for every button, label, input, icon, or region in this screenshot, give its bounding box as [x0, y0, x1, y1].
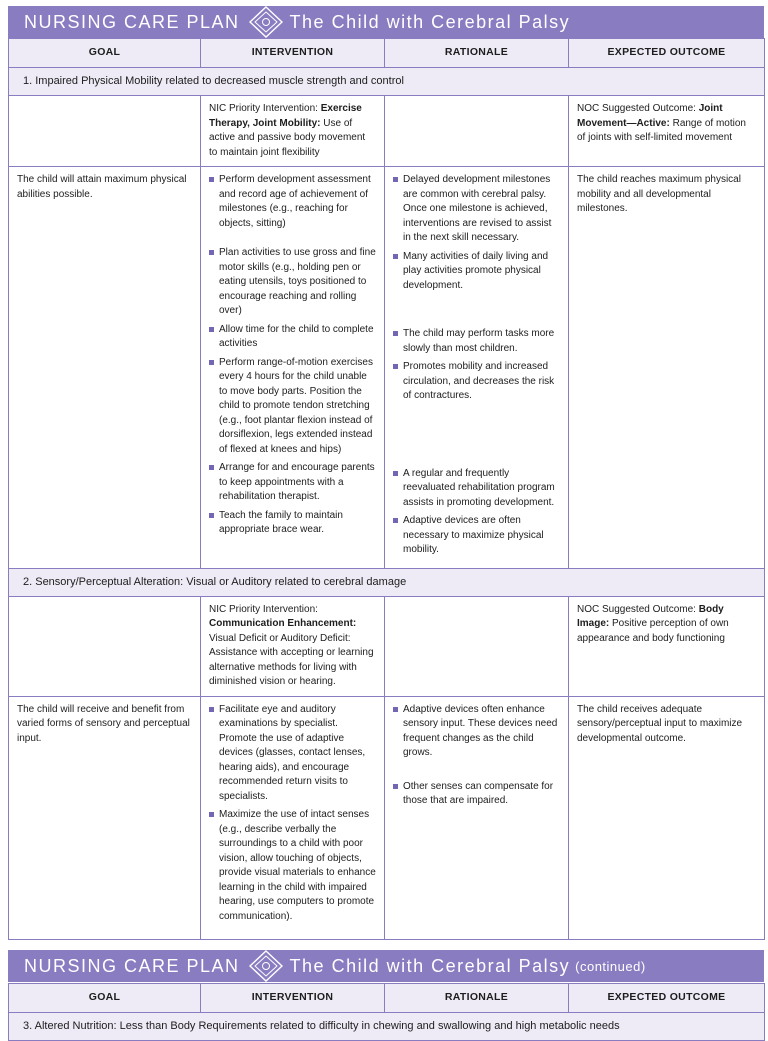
list-item — [393, 514, 560, 558]
bullet-icon — [393, 707, 398, 712]
column-header-row — [9, 39, 765, 68]
intervention-text: Arrange for and encourage parents to keep appointments with a rehabilitation therapist. — [219, 462, 375, 502]
list-item — [209, 461, 376, 505]
title-left: NURSING CARE PLAN — [24, 11, 240, 32]
rationale-text: Adaptive devices often enhance sensory input. These devices need frequent changes as the child grows. — [403, 703, 558, 758]
outcome-cell: The child receives adequate sensory/perceptual input to maximize developmental outcome. — [569, 696, 765, 939]
page-title-band — [8, 6, 764, 38]
nic-cell — [201, 96, 385, 167]
nic-prefix: NIC Priority Intervention: — [209, 103, 321, 114]
intervention-text: Plan activities to use gross and fine motor skills (e.g., holding pen or eating utensils, toys positioned to encourage reaching and rolling over) — [219, 247, 376, 316]
column-header: GOAL — [9, 39, 201, 68]
empty-cell — [9, 96, 201, 167]
intervention-text: Facilitate eye and auditory examinations by specialist. Promote the use of adaptive devices (glasses, contact lenses, hearing aids), and encourage recommended return visits to specialists. — [219, 703, 366, 802]
noc-description: Range of motion of joints with self-limited movement — [577, 117, 746, 143]
rationale-text: Other senses can compensate for those that are impaired. — [403, 780, 554, 806]
section-heading: 3. Altered Nutrition: Less than Body Requirements related to difficulty in chewing and swallowing and high metabolic needs — [9, 1013, 765, 1041]
list-item — [209, 356, 376, 458]
list-item — [393, 467, 560, 511]
goal-cell: The child will receive and benefit from varied forms of sensory and perceptual input. — [9, 696, 201, 939]
rationale-cell — [385, 696, 569, 939]
bullet-icon — [393, 331, 398, 336]
empty-cell — [9, 596, 201, 696]
list-item — [209, 703, 376, 805]
bullet-icon — [209, 177, 214, 182]
list-item — [209, 246, 376, 319]
list-item — [209, 173, 376, 231]
nic-cell — [201, 596, 385, 696]
plan-row — [9, 167, 765, 569]
page-title-band-continued — [8, 950, 764, 982]
section-heading: 2. Sensory/Perceptual Alteration: Visual or Auditory related to cerebral damage — [9, 568, 765, 596]
intervention-text: Maximize the use of intact senses (e.g., describe verbally the surroundings to a child with poor vision, allow touching of objects, provide visual materials to enhance learning in the child with impaired hearing, use computers to promote communication). — [219, 809, 376, 922]
section-heading: 1. Impaired Physical Mobility related to decreased muscle strength and control — [9, 68, 765, 96]
diamond-ornament-icon — [248, 6, 284, 38]
column-header: INTERVENTION — [201, 39, 385, 68]
list-item — [393, 360, 560, 404]
list-item — [209, 509, 376, 538]
intervention-cell — [201, 167, 385, 569]
rationale-text: A regular and frequently reevaluated rehabilitation program assists in promoting development. — [403, 467, 555, 508]
noc-prefix: NOC Suggested Outcome: — [577, 603, 699, 615]
noc-title: Joint Movement—Active: — [577, 103, 723, 129]
empty-cell — [385, 96, 569, 167]
bullet-icon — [209, 465, 214, 470]
diamond-ornament-icon — [248, 950, 284, 982]
bullet-icon — [393, 784, 398, 789]
list-item — [393, 327, 560, 356]
title-left: NURSING CARE PLAN — [24, 955, 240, 976]
continued-label: (continued) — [575, 958, 646, 974]
intervention-text: Perform development assessment and record age of achievement of milestones (e.g., reaching for objects, sitting) — [219, 174, 371, 229]
intervention-cell — [201, 696, 385, 939]
noc-description: Positive perception of own appearance and body functioning — [577, 618, 729, 644]
bullet-icon — [209, 513, 214, 518]
bullet-icon — [209, 250, 214, 255]
column-header: RATIONALE — [385, 39, 569, 68]
column-header: GOAL — [9, 984, 201, 1013]
bullet-icon — [393, 471, 398, 476]
nic-prefix: NIC Priority Intervention: — [209, 603, 318, 615]
rationale-text: Adaptive devices are often necessary to maximize physical mobility. — [403, 515, 544, 555]
care-plan-table — [8, 38, 765, 940]
bullet-icon — [209, 707, 214, 712]
title-right: The Child with Cerebral Palsy — [289, 955, 571, 976]
empty-cell — [385, 596, 569, 696]
rationale-text: The child may perform tasks more slowly than most children. — [403, 328, 555, 354]
bullet-icon — [393, 254, 398, 259]
list-item — [393, 173, 560, 246]
noc-cell — [569, 96, 765, 167]
column-header: INTERVENTION — [201, 984, 385, 1013]
rationale-text: Delayed development milestones are common with cerebral palsy. Once one milestone is achieved, interventions are revised to assist in the next skill necessary. — [403, 174, 552, 243]
list-item — [209, 323, 376, 352]
bullet-icon — [393, 518, 398, 523]
intervention-text: Teach the family to maintain appropriate brace wear. — [219, 509, 343, 535]
outcome-cell: The child reaches maximum physical mobility and all developmental milestones. — [569, 167, 765, 569]
noc-title: Body Image: — [577, 603, 724, 629]
nic-title: Communication Enhancement: — [209, 618, 357, 629]
column-header: EXPECTED OUTCOME — [569, 39, 765, 68]
bullet-icon — [209, 812, 214, 817]
column-header-row — [9, 984, 765, 1013]
section-heading-row — [9, 68, 765, 96]
list-item — [209, 808, 376, 924]
section-heading-row — [9, 1013, 765, 1041]
bullet-icon — [393, 177, 398, 182]
intervention-text: Perform range-of-motion exercises every 4 hours for the child unable to move body parts. Position the child to promote tendon stretching (e.g., foot plantar flexion instead of dorsiflexion, legs extended instead of flexed at knees and hips) — [219, 356, 373, 455]
bullet-icon — [393, 364, 398, 369]
nic-title: Exercise Therapy, Joint Mobility: — [209, 103, 362, 129]
list-item — [393, 780, 560, 809]
nic-noc-row — [9, 596, 765, 696]
rationale-cell — [385, 167, 569, 569]
bullet-icon — [209, 327, 214, 332]
care-plan-table-continued — [8, 983, 765, 1041]
list-item — [393, 703, 560, 761]
nic-noc-row — [9, 96, 765, 167]
section-heading-row — [9, 568, 765, 596]
noc-prefix: NOC Suggested Outcome: — [577, 103, 699, 114]
intervention-text: Allow time for the child to complete activities — [219, 323, 374, 349]
rationale-text: Promotes mobility and increased circulation, and decreases the risk of contractures. — [403, 361, 555, 401]
title-right: The Child with Cerebral Palsy — [289, 11, 571, 32]
nic-description: Use of active and passive body movement to maintain joint flexibility — [209, 117, 366, 158]
rationale-text: Many activities of daily living and play activities promote physical development. — [403, 250, 549, 291]
noc-cell — [569, 596, 765, 696]
column-header: EXPECTED OUTCOME — [569, 984, 765, 1013]
column-header: RATIONALE — [385, 984, 569, 1013]
list-item — [393, 250, 560, 294]
bullet-icon — [209, 360, 214, 365]
nic-description: Visual Deficit or Auditory Deficit: Assistance with accepting or learning alternative methods for living with diminished vision or hearing. — [209, 632, 374, 687]
plan-row — [9, 696, 765, 939]
goal-cell: The child will attain maximum physical abilities possible. — [9, 167, 201, 569]
